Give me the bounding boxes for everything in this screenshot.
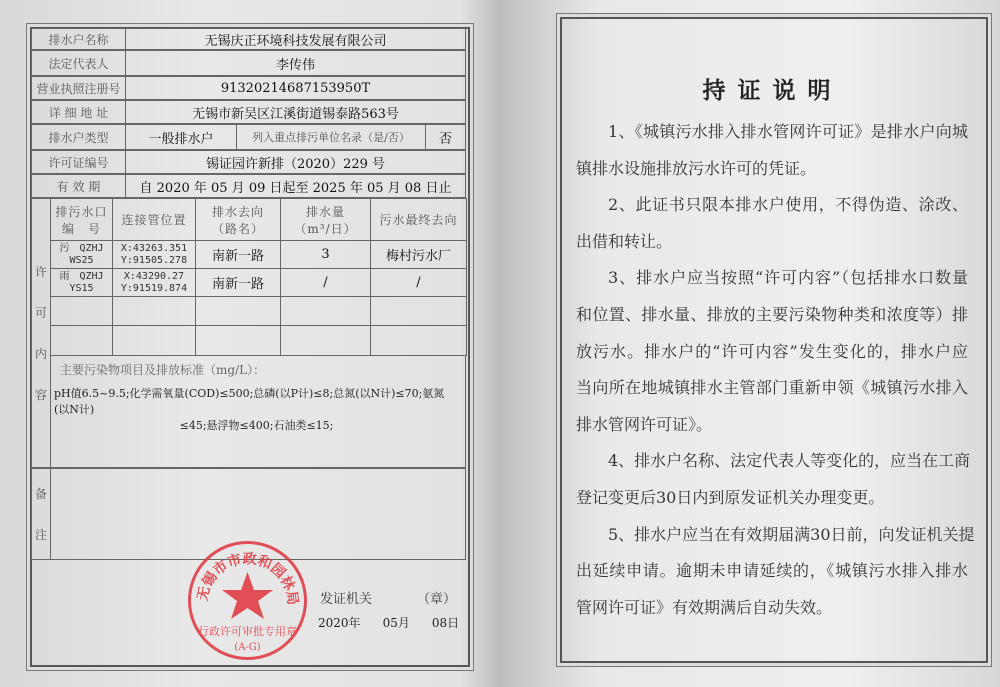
field-value: 李传伟 [125, 50, 466, 76]
label-char: 内 [34, 347, 47, 361]
table-cell: 南新一路 [195, 240, 281, 269]
empty-cell [370, 325, 467, 356]
permit-content-label [31, 198, 51, 468]
star-icon [222, 572, 273, 619]
year-unit: 年 [348, 616, 361, 630]
field-label: 有 效 期 [31, 174, 126, 198]
instruction-line: 2、此证书只限本排水户使用，不得伪造、涂改、 [608, 195, 968, 215]
field-label: 排水户类型 [31, 124, 126, 150]
month-unit: 月 [397, 616, 410, 630]
instruction-line: 4、排水户名称、法定代表人等变化的，应当在工商 [608, 451, 971, 471]
label-char: 可 [34, 306, 47, 320]
empty-cell [112, 325, 196, 356]
column-header: 排水去向 （路名） [195, 198, 281, 241]
field-label: 许可证编号 [31, 150, 126, 174]
column-header: 污水最终去向 [370, 198, 467, 241]
stamp-bottom-text: 行政许可审批专用章 [198, 625, 297, 638]
day-unit: 日 [447, 616, 460, 630]
field-value: 无锡庆正环境科技发展有限公司 [125, 28, 466, 50]
table-cell: 梅村污水厂 [370, 240, 467, 269]
field-label: 详 细 地 址 [31, 100, 126, 124]
instruction-line: 和位置、排水量、排放的主要污染物种类和浓度等）排 [576, 305, 968, 324]
column-header: 排污水口 编 号 [50, 198, 113, 241]
instruction-line: 出借和转让。 [576, 231, 673, 251]
empty-cell [112, 296, 196, 326]
instruction-line: 管网许可证》有效期满后自动失效。 [576, 597, 833, 617]
empty-cell [195, 325, 281, 356]
empty-cell [50, 325, 113, 356]
pollutants-line-2: ≤45;悬浮物≤400;石油类≤15; [179, 419, 334, 432]
issue-month: 05 [382, 616, 398, 630]
table-cell: 雨 QZHJ YS15 [50, 268, 113, 297]
stamp-top-text: 无锡市市政和园林局 [194, 551, 301, 607]
issue-date [318, 614, 459, 631]
seal-text: （章） [417, 592, 457, 607]
table-cell: / [280, 268, 371, 297]
instruction-line: 镇排水设施排放污水许可的凭证。 [576, 158, 817, 178]
empty-cell [370, 296, 467, 326]
empty-cell [280, 296, 371, 326]
instructions-title: 持证说明 [702, 78, 843, 104]
field-value: 自 2020 年 05 月 09 日起至 2025 年 05 月 08 日止 [125, 174, 466, 198]
field-label: 法定代表人 [31, 50, 126, 76]
label-char: 许 [34, 265, 47, 279]
issue-day: 08 [431, 616, 448, 630]
official-stamp [185, 538, 310, 663]
instruction-line: 1、《城镇污水排入排水管网许可证》是排水户向城 [608, 122, 968, 141]
table-cell: X:43290.27 Y:91519.874 [112, 268, 196, 297]
empty-cell [50, 296, 113, 326]
instruction-line: 排水管网许可证》。 [576, 414, 713, 434]
instruction-line: 3、排水户应当按照“许可内容”（包括排水口数量 [608, 268, 968, 288]
instruction-line: 放污水。排水户的“许可内容”发生变化的，排水户应 [576, 341, 968, 361]
instruction-line: 当向所在地城镇排水主管部门重新申领《城镇污水排入 [576, 378, 968, 398]
issuer-text: 发证机关 [320, 592, 373, 607]
instruction-line: 登记变更后30日内到原发证机关办理变更。 [576, 488, 885, 507]
field-label: 排水户名称 [31, 28, 126, 50]
column-header: 连接管位置 [112, 198, 196, 241]
table-cell: X:43263.351 Y:91505.278 [112, 240, 196, 269]
empty-cell [280, 325, 371, 356]
issue-year: 2020 [318, 616, 349, 630]
remarks-label [31, 468, 51, 560]
instruction-line: 5、排水户应当在有效期届满30日前，向发证机关提 [608, 524, 975, 544]
field-label: 营业执照注册号 [31, 76, 126, 100]
instruction-line: 出延续申请。逾期未申请延续的，《城镇污水排入排水 [576, 561, 968, 581]
empty-cell [195, 296, 281, 326]
table-cell: / [370, 268, 467, 297]
key-unit-label: 列入重点排污单位名录（是/否） [236, 124, 426, 150]
label-char: 注 [34, 528, 47, 542]
field-value: 无锡市新吴区江溪街道锡泰路563号 [125, 100, 466, 124]
field-value: 一般排水户 [125, 124, 237, 150]
field-value: 锡证园许新排（2020）229 号 [125, 150, 466, 174]
label-char: 备 [34, 487, 47, 501]
issuer-label [320, 588, 456, 607]
label-char: 容 [34, 388, 47, 402]
pollutants-line-1: pH值6.5~9.5;化学需氧量(COD)≤500;总磷(以P计)≤8;总氮(以N计)≤70;氨氮(以N计) [54, 387, 445, 416]
pollutants-title: 主要污染物项目及排放标准（mg/L）： [60, 363, 266, 377]
table-cell: 南新一路 [195, 268, 281, 297]
table-cell: 3 [280, 240, 371, 269]
stamp-code: (A-G) [234, 642, 261, 653]
pollutants-box [50, 355, 466, 468]
key-unit-value: 否 [425, 124, 466, 150]
table-cell: 污 QZHJ WS25 [50, 240, 113, 269]
column-header: 排水量 （m³/日） [280, 198, 371, 241]
field-value: 91320214687153950T [125, 76, 466, 100]
